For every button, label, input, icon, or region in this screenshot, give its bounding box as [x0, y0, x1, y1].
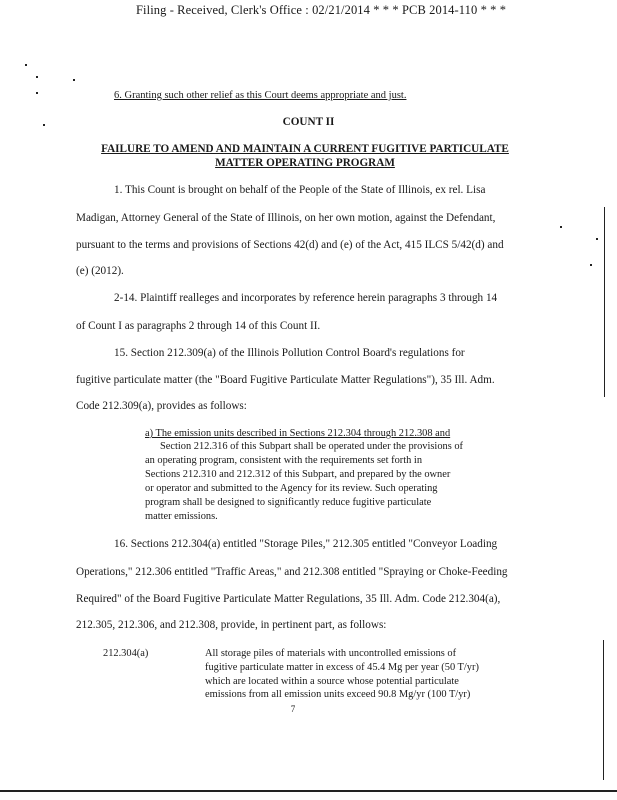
scan-speck: [43, 124, 45, 126]
para2-line-2: of Count I as paragraphs 2 through 14 of this Count II.: [76, 320, 321, 332]
para1-line-4: (e) (2012).: [76, 265, 124, 277]
para1-line-1: 1. This Count is brought on behalf of the People of the State of Illinois, ex rel. Lisa: [114, 184, 486, 196]
quote1-line-6: program shall be designed to significantly reduce fugitive particulate: [145, 497, 432, 508]
scan-speck: [590, 264, 592, 266]
para15-line-3: Code 212.309(a), provides as follows:: [76, 400, 247, 412]
para16-line-1: 16. Sections 212.304(a) entitled "Storage Piles," 212.305 entitled "Conveyor Loading: [114, 538, 498, 550]
para15-line-1: 15. Section 212.309(a) of the Illinois Pollution Control Board's regulations for: [114, 347, 465, 359]
scan-speck: [560, 226, 562, 228]
scan-speck: [25, 64, 27, 66]
quote1-line-7: matter emissions.: [145, 511, 218, 522]
quote2-line-1: All storage piles of materials with uncontrolled emissions of: [205, 648, 457, 659]
quote1-line-4: Sections 212.310 and 212.312 of this Subpart, and prepared by the owner: [145, 469, 451, 480]
quote2-line-4: emissions from all emission units exceed 90.8 Mg/yr (100 T/yr): [205, 689, 471, 700]
para1-line-2: Madigan, Attorney General of the State of Illinois, on her own motion, against the Defendant,: [76, 212, 496, 224]
scan-speck: [73, 79, 75, 81]
quote1-line-3: an operating program, consistent with the requirements set forth in: [145, 455, 423, 466]
scan-speck: [596, 238, 598, 240]
quote1-line-1: a) The emission units described in Sections 212.304 through 212.308 and: [145, 428, 451, 439]
quote1-line-2: Section 212.316 of this Subpart shall be operated under the provisions of: [160, 441, 464, 452]
scan-speck: [36, 92, 38, 94]
para1-line-3: pursuant to the terms and provisions of Sections 42(d) and (e) of the Act, 415 ILCS 5/42(d) and: [76, 239, 504, 251]
quote2-line-2: fugitive particulate matter in excess of 45.4 Mg per year (50 T/yr): [205, 662, 479, 673]
quote2-section-label: 212.304(a): [103, 648, 149, 659]
quote1-line-5: or operator and submitted to the Agency for its review. Such operating: [145, 483, 438, 494]
scan-speck: [36, 76, 38, 78]
scan-edge-line: [604, 207, 605, 397]
count-heading: COUNT II: [282, 116, 335, 128]
count-title-line-1: FAILURE TO AMEND AND MAINTAIN A CURRENT FUGITIVE PARTICULATE: [101, 143, 509, 155]
para15-line-2: fugitive particulate matter (the "Board Fugitive Particulate Matter Regulations"), 35 Ill. Adm.: [76, 374, 495, 386]
page-number: 7: [290, 704, 296, 714]
para16-line-4: 212.305, 212.306, and 212.308, provide, in pertinent part, as follows:: [76, 619, 387, 631]
quote2-line-3: which are located within a source whose potential particulate: [205, 676, 459, 687]
scan-edge-line: [603, 640, 604, 780]
scan-bottom-edge: [0, 790, 617, 792]
paragraph-6: 6. Granting such other relief as this Court deems appropriate and just.: [114, 90, 407, 101]
filing-stamp-header: Filing - Received, Clerk's Office : 02/21/2014 * * * PCB 2014-110 * * *: [136, 3, 507, 17]
count-title-line-2: MATTER OPERATING PROGRAM: [215, 157, 395, 169]
para2-line-1: 2-14. Plaintiff realleges and incorporates by reference herein paragraphs 3 through 14: [114, 292, 498, 304]
para16-line-2: Operations," 212.306 entitled "Traffic Areas," and 212.308 entitled "Spraying or Choke-Feeding: [76, 566, 508, 578]
para16-line-3: Required" of the Board Fugitive Particulate Matter Regulations, 35 Ill. Adm. Code 212.304(a),: [76, 593, 501, 605]
